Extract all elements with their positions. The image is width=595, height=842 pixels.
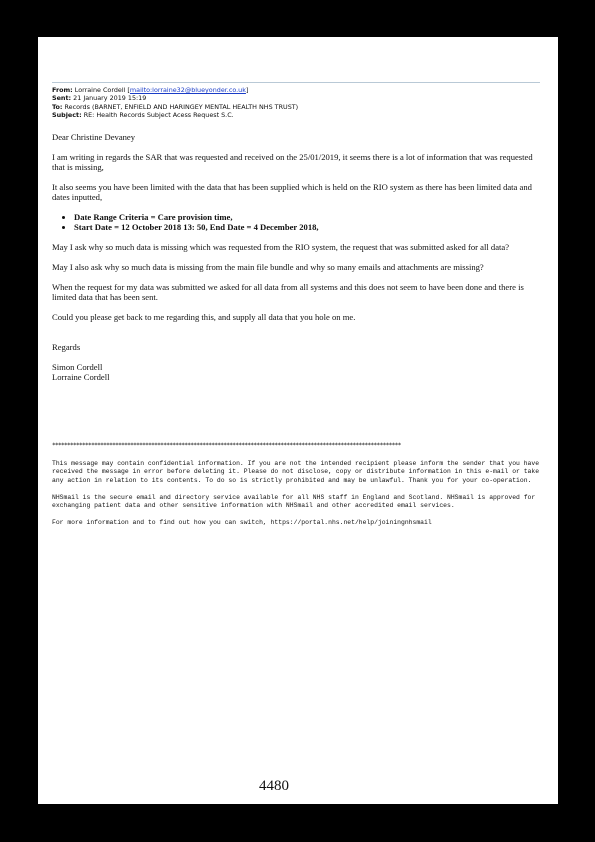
sent-label: Sent:	[52, 94, 72, 103]
from-label: From:	[52, 86, 73, 94]
to-value: Records (BARNET, ENFIELD AND HARINGEY MENTAL HEALTH NHS TRUST)	[64, 102, 299, 111]
criteria-list	[52, 212, 542, 232]
disclaimer	[52, 460, 547, 536]
disclaimer-paragraph-3: For more information and to find out how you can switch, https://portal.nhs.net/help/joiningnhsmail	[52, 518, 432, 526]
list-item: • Start Date = 12 October 2018 13: 50, End Date = 4 December 2018,	[74, 222, 542, 232]
subject-label: Subject:	[52, 110, 82, 119]
from-line	[52, 86, 542, 94]
signature-name-1: Simon Cordell	[52, 362, 103, 372]
sent-value: 21 January 2019 15:19	[73, 94, 147, 103]
paragraph-3: May I ask why so much data is missing which was requested from the RIO system, the request that was submitted asked for all data?	[52, 242, 510, 252]
regards: Regards	[52, 342, 81, 352]
paragraph-2: It also seems you have been limited with the data that has been supplied which is held on the RIO system as there has been limited data and dates inputted,	[52, 182, 532, 202]
paragraph-1: I am writing in regards the SAR that was requested and received on the 25/01/2019, it seems there is a lot of information that was requested that is missing,	[52, 152, 533, 172]
disclaimer-paragraph-1: This message may contain confidential information. If you are not the intended recipient please inform the sender that you have received the message in error before deleting it. Please do not disclose, copy or distribute information in this e-mail or take any action in relation to its contents. To do so is strictly prohibited and may be unlawful. Thank you for your co-operation.	[52, 460, 540, 484]
email-header	[52, 86, 542, 119]
subject-value: RE: Health Records Subject Acess Request S.C.	[83, 110, 234, 119]
page-number: 4480	[259, 778, 289, 794]
paragraph-4: May I also ask why so much data is missing from the main file bundle and why so many emails and attachments are missing?	[52, 262, 484, 272]
document-page	[38, 37, 558, 804]
email-body	[52, 132, 542, 382]
to-label: To:	[52, 102, 63, 111]
paragraph-6: Could you please get back to me regarding this, and supply all data that you hole on me.	[52, 312, 356, 322]
signature-name-2: Lorraine Cordell	[52, 372, 110, 382]
from-email-link[interactable]: mailto:lorraine32@blueyonder.co.uk	[129, 86, 246, 94]
disclaimer-paragraph-2: NHSmail is the secure email and directory service available for all NHS staff in England and Scotland. NHSmail is approved for exchanging patient data and other sensitive information with NHSmail and other accredited email services.	[52, 493, 536, 510]
list-item: • Date Range Criteria = Care provision time,	[74, 212, 542, 222]
subject-line	[52, 111, 542, 119]
sent-line	[52, 94, 542, 102]
greeting: Dear Christine Devaney	[52, 132, 136, 142]
to-line	[52, 103, 542, 111]
paragraph-5: When the request for my data was submitted we asked for all data from all systems and this does not seem to have been done and there is limited data that has been sent.	[52, 282, 524, 302]
from-name: Lorraine Cordell [	[74, 86, 130, 94]
disclaimer-separator: ********************************************************************************************************************	[52, 442, 401, 449]
header-divider	[52, 82, 540, 83]
signature	[52, 362, 542, 382]
from-close: ]	[245, 86, 249, 94]
